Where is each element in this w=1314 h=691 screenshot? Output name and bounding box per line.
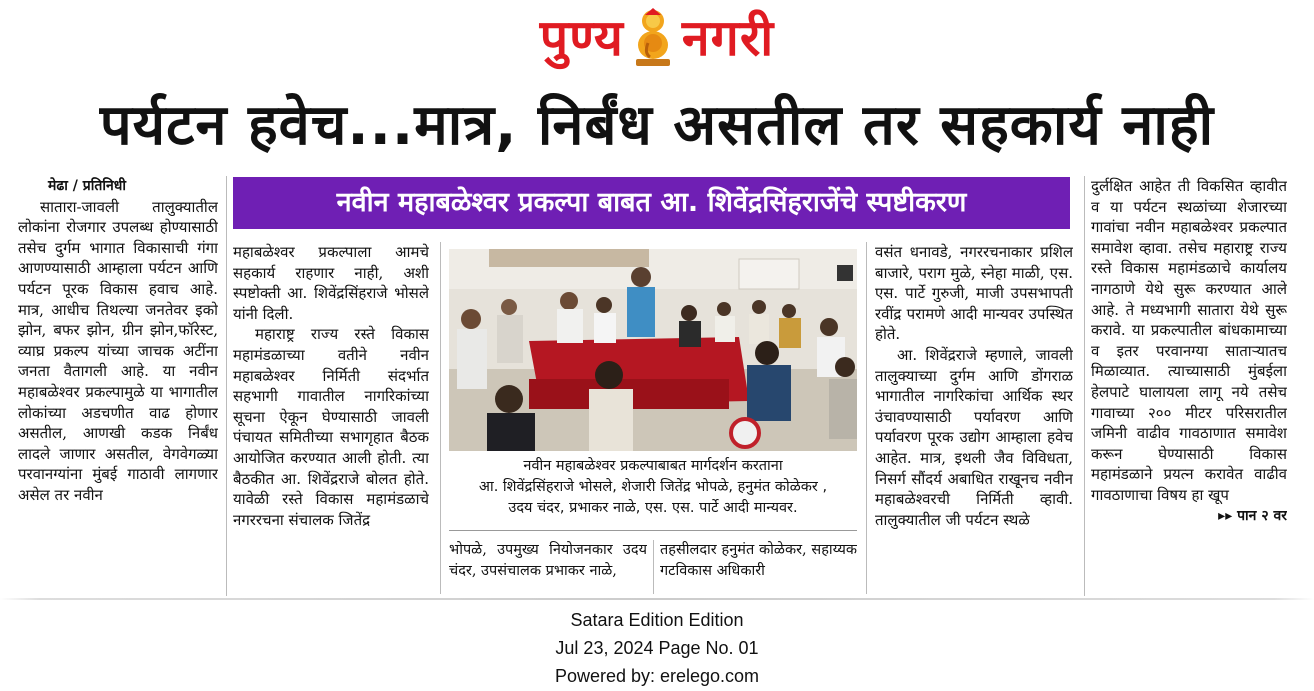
article-column-2	[233, 242, 429, 594]
byline: मेढा / प्रतिनिधी	[48, 178, 126, 194]
caption-line-3: उदय चंदर, प्रभाकर नाळे, एस. एस. पार्टे आदी मान्यवर.	[508, 500, 798, 516]
page-bottom-rule	[0, 598, 1314, 600]
column-divider	[653, 540, 654, 594]
column-5-text-b: आ. शिवेंद्रराजे म्हणाले, जावली तालुक्याच्या दुर्गम आणि डोंगराळ भागातील नागरिकांचा आर्थिक स्थर उंचावण्यासाठी पर्यावरण आणि पर्यावरण पूरक उद्योग आम्हाला हवेच आहेत. मात्र, इथली जैव विविधता, निसर्ग सौंदर्य अबाधित राखूनच नवीन महाबळेश्वरची निर्मिती व्हावी. तालुक्यातील जी पर्यटन स्थळे	[875, 345, 1073, 529]
column-divider	[440, 242, 441, 594]
masthead-left-word: पुण्य	[539, 9, 624, 67]
column-6-text: दुर्लक्षित आहेत ती विकसित व्हावीत व या पर्यटन स्थळांच्या शेजारच्या गावांचा नवीन महाबळेश्वर प्रकल्पात समावेश व्हावा. तसेच महाराष्ट्र राज्य रस्ते विकास महामंडळाचे कार्यालय नागठाणे येथे सुरू करण्यात आले आहे. ते मध्यभागी सातारा येथे सुरू करावे. या प्रकल्पातील बांधकामाच्या व इतर परवानग्या साताऱ्यातच मिळाव्यात. त्याच्यासाठी मुंबईला हेलपाटे घालायला लागू नये तसेच गावाच्या २०० मीटर परिसरातील जमिनी वाढीव गावठाणात समावेश करून घेण्यासाठी विकास महामंडळाने प्रयत्न करावेत वाढीव गावठाणाचा विषय हा खूप	[1091, 177, 1287, 504]
photo-caption	[449, 456, 857, 519]
column-5-text-a: वसंत धनावडे, नगररचनाकार प्रशिल बाजारे, पराग मुळे, स्नेहा माळी, एस. एस. पार्टे गुरुजी, माजी उपसभापती रवींद्र परामणे आदी मान्यवर उपस्थित होते.	[875, 243, 1073, 344]
column-divider	[1084, 176, 1085, 596]
column-3-text: भोपळे, उपमुख्य नियोजनकार उदय चंदर, उपसंचालक प्रभाकर नाळे,	[449, 542, 647, 579]
article-column-3	[449, 540, 647, 594]
sub-headline-banner: नवीन महाबळेश्वर प्रकल्पा बाबत आ. शिवेंद्रसिंहराजेंचे स्पष्टीकरण	[233, 177, 1070, 229]
masthead-right-word: नगरी	[681, 9, 775, 67]
column-2-text-a: महाबळेश्वर प्रकल्पाला आमचे सहकार्य राहणार नाही, अशी स्पष्टोक्ती आ. शिवेंद्रसिंहराजे भोसले यांनी दिली.	[233, 243, 429, 323]
column-1-text: सातारा-जावली तालुक्यातील लोकांना रोजगार उपलब्ध होण्यासाठी तसेच दुर्गम भागात विकासाची गंगा आणण्यासाठी आम्हाला पर्यटन आणि पर्यटन पूरक विकास हवाच आहे. मात्र, आधीच तिथल्या जनतेवर इको झोन, बफर झोन, ग्रीन झोन,फॉरेस्ट, व्याघ्र प्रकल्प यांच्या जाचक अटींना जनता वैतागली आहे. या नवीन महाबळेश्वर प्रकल्पामुळे या भागातील लोकांच्या अडचणीत वाढ होणार असतील, आणखी कडक निर्बंध लादले जाणार असतील, वेगवेगळ्या परवानग्यांना मुंबई गाठावी लागणार असेल तर नवीन	[18, 197, 218, 504]
edition-name: Satara Edition Edition	[570, 610, 744, 630]
news-photo	[449, 249, 857, 451]
article-column-1	[18, 176, 218, 594]
article-column-6	[1091, 176, 1287, 594]
ganesha-emblem-icon	[630, 7, 676, 69]
edition-footer	[0, 606, 1314, 690]
caption-line-1: नवीन महाबळेश्वर प्रकल्पाबाबत मार्गदर्शन करताना	[523, 458, 783, 474]
column-divider	[226, 176, 227, 596]
continued-on-page-link[interactable]: ▸▸ पान २ वर	[1218, 507, 1287, 524]
main-headline: पर्यटन हवेच...मात्र, निर्बंध असतील तर सहकार्य नाही	[99, 93, 1215, 158]
article-column-5	[875, 242, 1073, 594]
column-divider	[866, 242, 867, 594]
masthead-logo	[0, 0, 1314, 76]
edition-date-page: Jul 23, 2024 Page No. 01	[555, 638, 759, 658]
caption-line-2: आ. शिवेंद्रसिंहराजे भोसले, शेजारी जितेंद्र भोपळे, हनुमंत कोळेकर ,	[478, 479, 828, 495]
article-column-4	[660, 540, 857, 594]
caption-divider	[449, 530, 857, 531]
meeting-photo-image	[449, 249, 857, 451]
column-4-text: तहसीलदार हनुमंत कोळेकर, सहाय्यक गटविकास अधिकारी	[660, 542, 857, 579]
column-2-text-b: महाराष्ट्र राज्य रस्ते विकास महामंडळाच्या वतीने नवीन महाबळेश्वर निर्मिती संदर्भात सहभागी गावातील नागरिकांच्या सूचना ऐकून घेण्यासाठी जावली पंचायत समितीच्या सभागृहात बैठक आयोजित करण्यात आली होती. त्या बैठकीत आ. शिवेंद्रराजे बोलत होते. यावेळी रस्ते विकास महामंडळाचे नगररचना संचालक जितेंद्र	[233, 325, 429, 529]
powered-by[interactable]: Powered by: erelego.com	[554, 666, 760, 686]
